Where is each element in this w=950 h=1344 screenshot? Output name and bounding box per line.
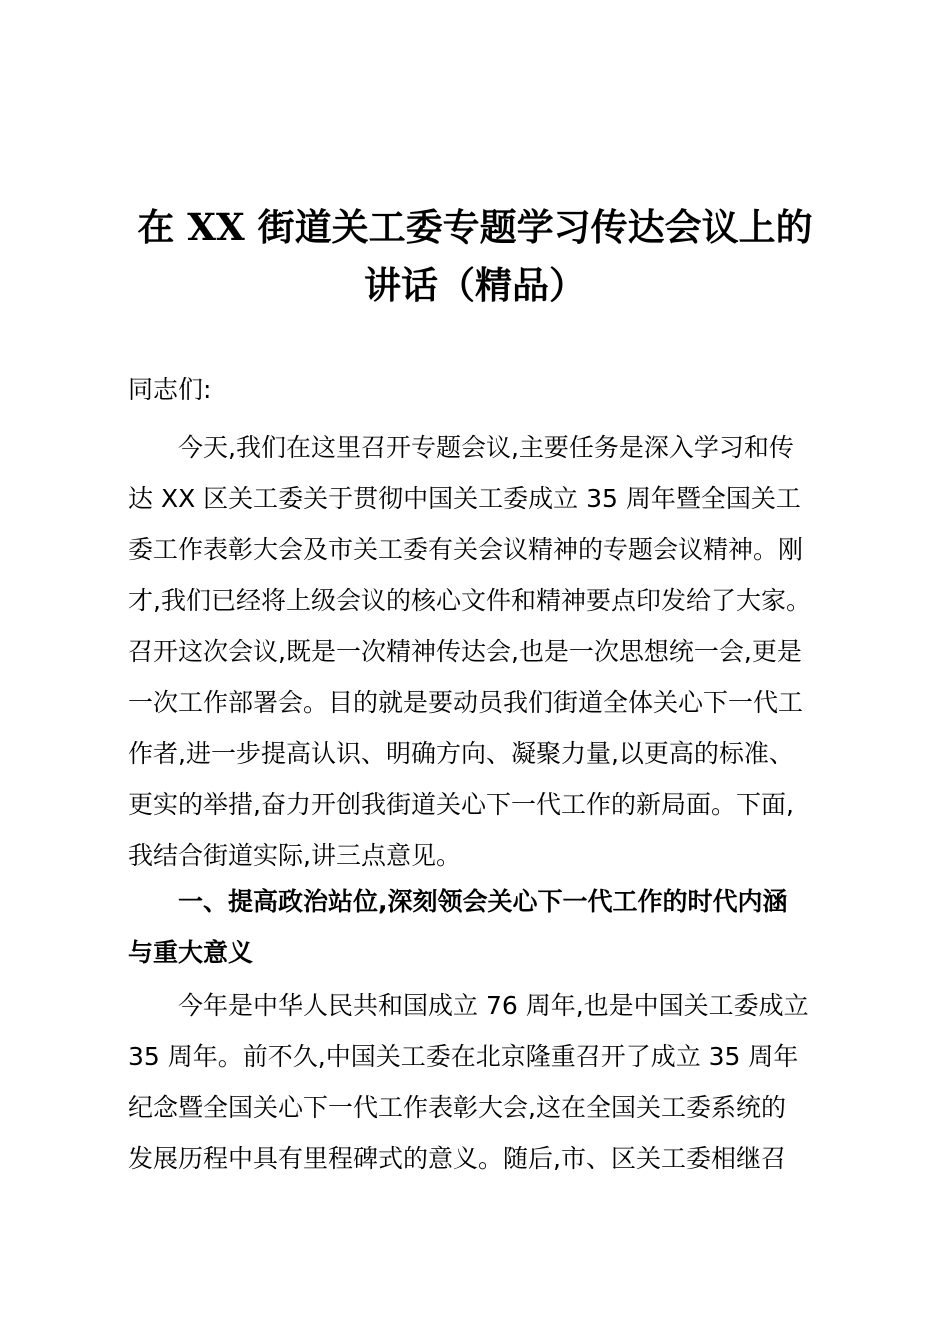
title-line-2: 讲话（精品） bbox=[364, 263, 586, 307]
heading-line: 一、提高政治站位,深刻领会关心下一代工作的时代内涵 bbox=[178, 887, 788, 916]
paragraph-line: 达 XX 区关工委关于贯彻中国关工委成立 35 周年暨全国关工 bbox=[128, 484, 801, 513]
salutation bbox=[128, 364, 822, 415]
paragraph-line: 召开这次会议,既是一次精神传达会,也是一次思想统一会,更是 bbox=[128, 637, 802, 666]
heading-line: 与重大意义 bbox=[128, 938, 254, 967]
paragraph-line: 更实的举措,奋力开创我街道关心下一代工作的新局面。下面, bbox=[128, 790, 794, 819]
paragraph-line: 委工作表彰大会及市关工委有关会议精神的专题会议精神。刚 bbox=[128, 535, 804, 564]
paragraph-line: 才,我们已经将上级会议的核心文件和精神要点印发给了大家。 bbox=[128, 586, 811, 615]
opening-paragraph bbox=[128, 422, 822, 881]
paragraph-line: 35 周年。前不久,中国关工委在北京隆重召开了成立 35 周年 bbox=[128, 1042, 799, 1071]
paragraph-line: 纪念暨全国关心下一代工作表彰大会,这在全国关工委系统的 bbox=[128, 1093, 786, 1122]
salutation-text: 同志们: bbox=[128, 375, 212, 404]
section-1-paragraph bbox=[128, 980, 822, 1184]
document-title bbox=[128, 198, 822, 314]
paragraph-line: 今年是中华人民共和国成立 76 周年,也是中国关工委成立 bbox=[178, 991, 809, 1020]
paragraph-line: 发展历程中具有里程碑式的意义。随后,市、区关工委相继召 bbox=[128, 1144, 786, 1173]
section-heading-1 bbox=[128, 876, 822, 978]
paragraph-line: 作者,进一步提高认识、明确方向、凝聚力量,以更高的标准、 bbox=[128, 739, 794, 768]
title-line-1: 在 XX 街道关工委专题学习传达会议上的 bbox=[137, 205, 813, 249]
paragraph-line: 今天,我们在这里召开专题会议,主要任务是深入学习和传 bbox=[178, 433, 794, 462]
paragraph-line: 我结合街道实际,讲三点意见。 bbox=[128, 841, 461, 870]
paragraph-line: 一次工作部署会。目的就是要动员我们街道全体关心下一代工 bbox=[128, 688, 804, 717]
